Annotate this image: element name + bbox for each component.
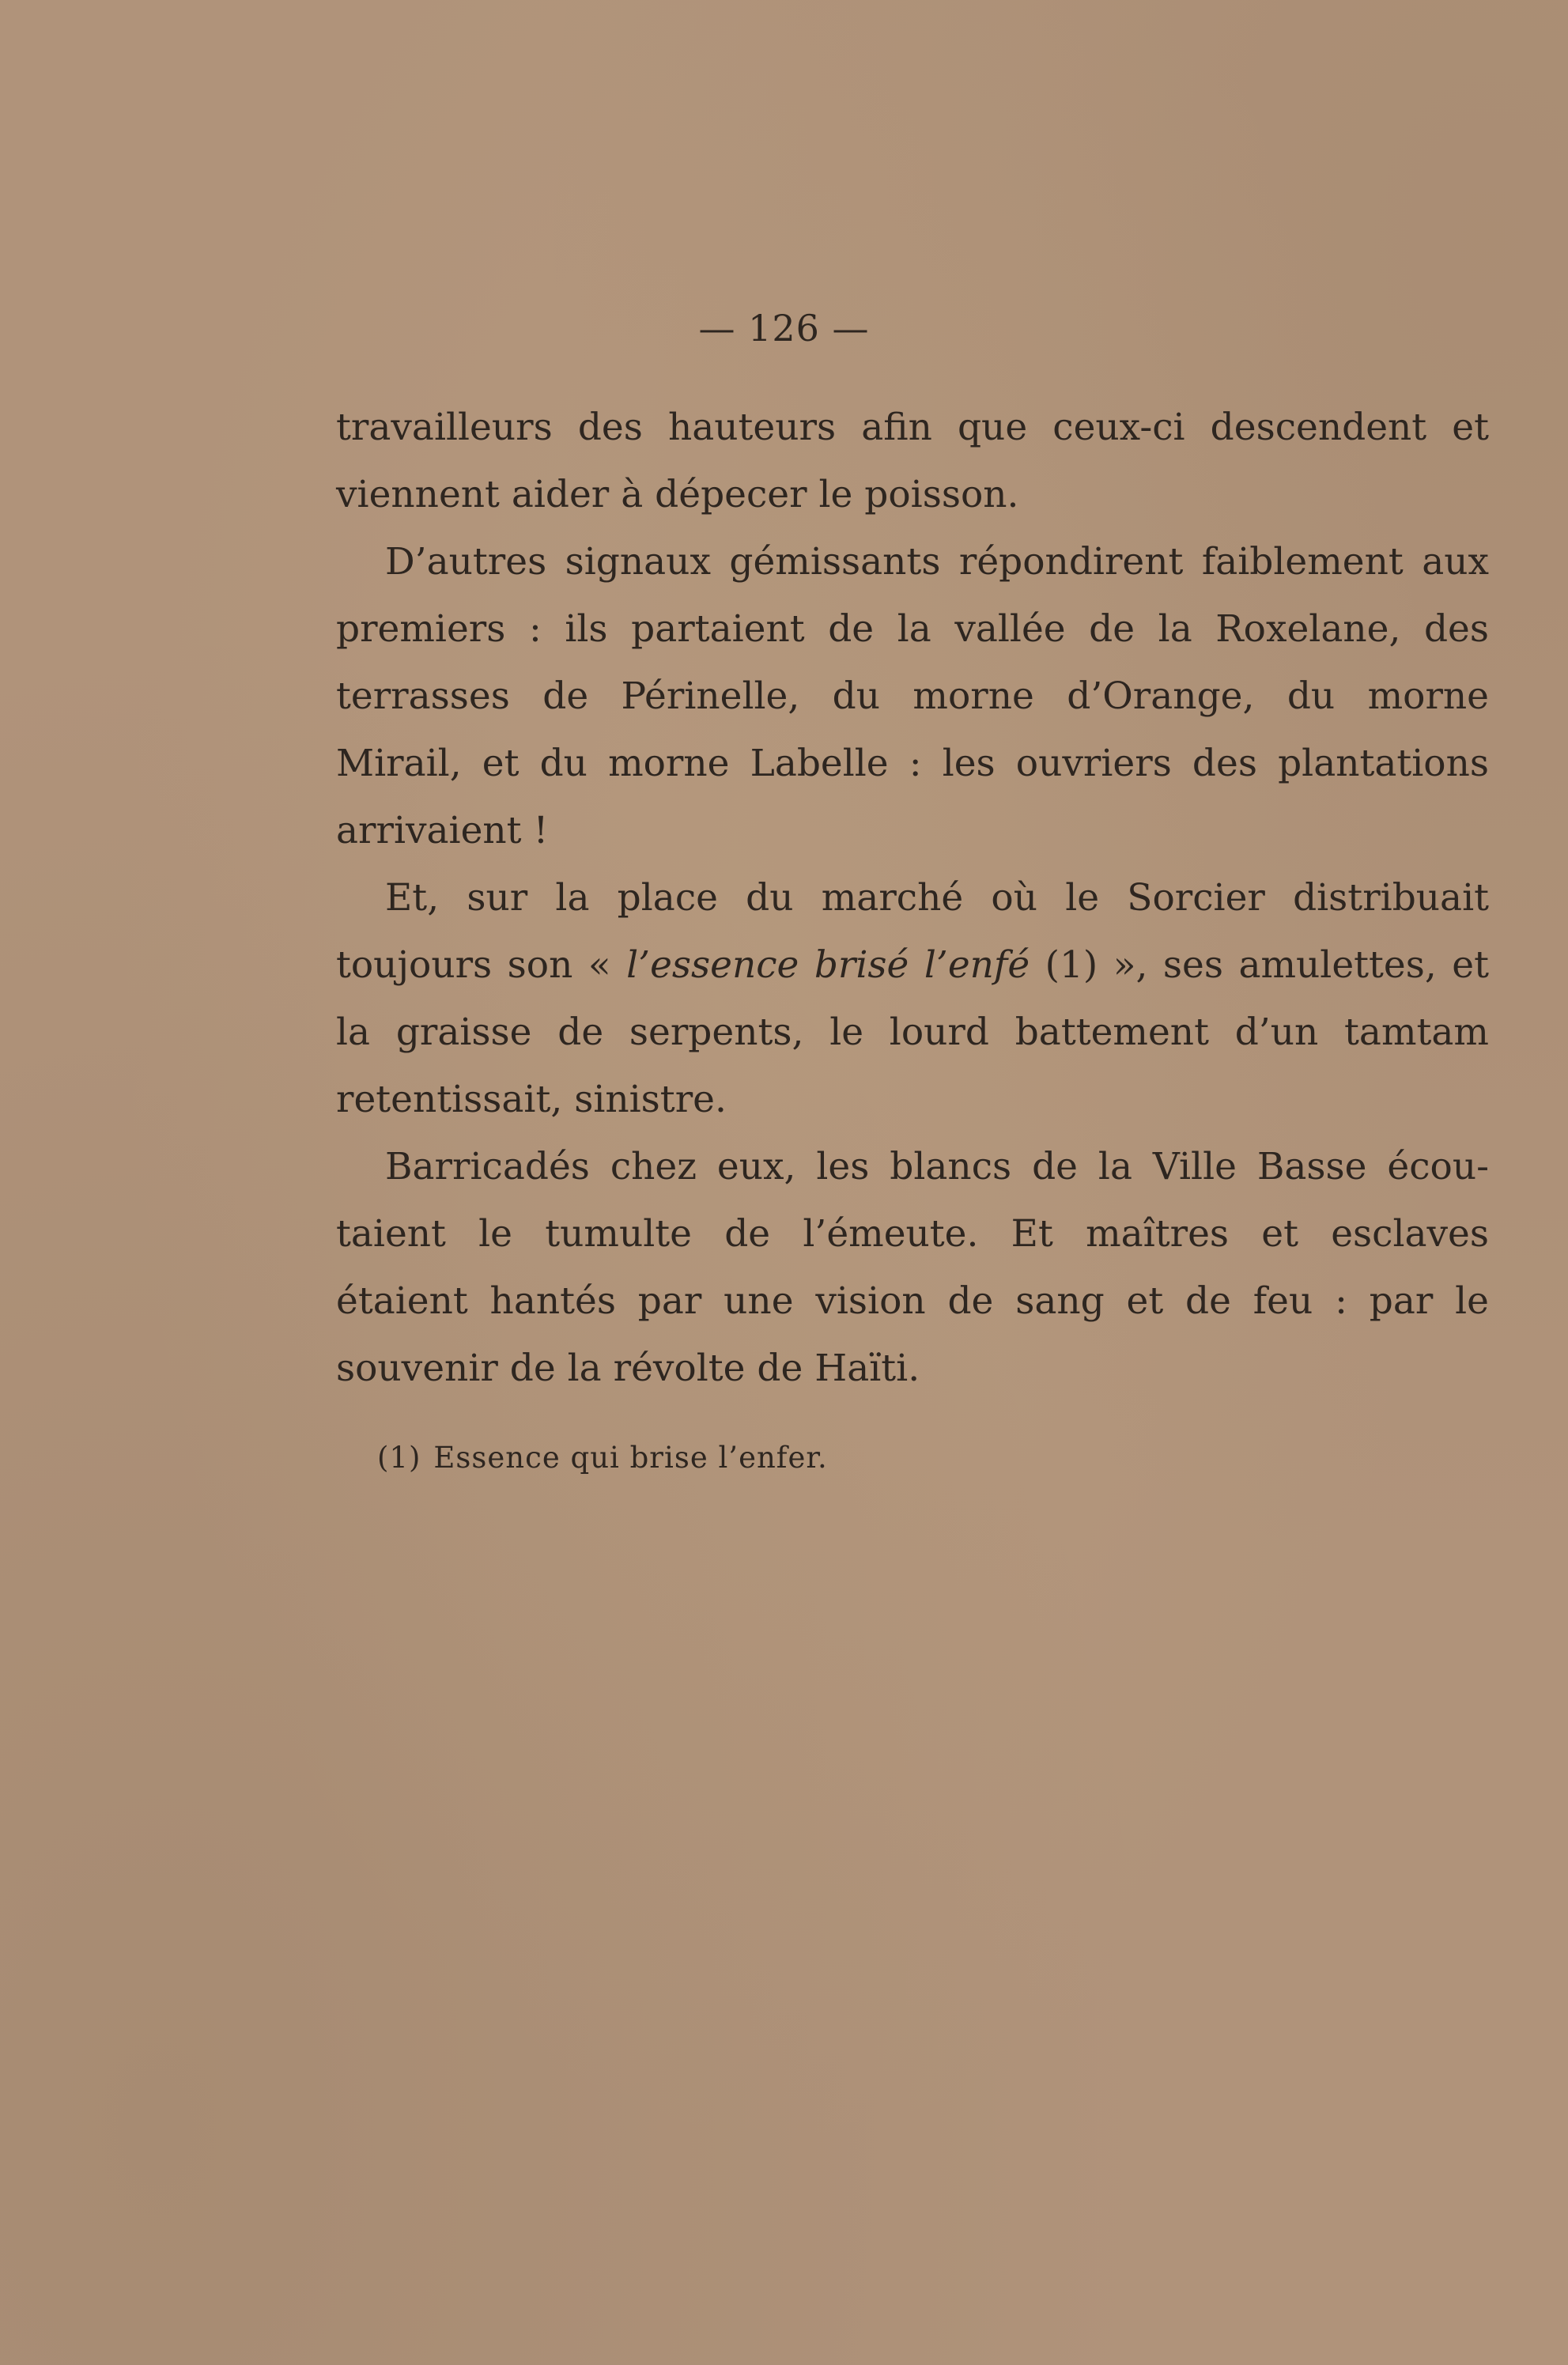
line-prefix: toujours son «	[336, 943, 627, 987]
text-line: arrivaient !	[336, 809, 549, 852]
text-line: étaient hantés par une vision de sang et de feu : par le	[336, 1279, 1489, 1323]
text-line: D’autres signaux gémissants répondirent faiblement aux	[385, 540, 1489, 584]
footnote-marker: (1)	[377, 1441, 421, 1475]
text-line: taient le tumulte de l’émeute. Et maîtres et esclaves	[336, 1212, 1489, 1256]
text-line: Mirail, et du morne Labelle : les ouvriers des plantations	[336, 742, 1489, 785]
text-line: la graisse de serpents, le lourd battement d’un tamtam	[336, 1011, 1489, 1054]
text-line: retentissait, sinistre.	[336, 1078, 727, 1121]
text-line: Barricadés chez eux, les blancs de la Ville Basse écou-	[385, 1145, 1489, 1188]
text-line: terrasses de Périnelle, du morne d’Orange, du morne	[336, 674, 1489, 718]
text-line: viennent aider à dépecer le poisson.	[336, 473, 1019, 516]
text-line: Et, sur la place du marché où le Sorcier distribuait	[385, 876, 1489, 920]
line-suffix: (1) », ses amulettes, et	[1030, 943, 1489, 987]
creole-phrase: l’essence brisé l’enfé	[626, 943, 1030, 987]
body-text	[336, 394, 1489, 1402]
footnote	[377, 1441, 828, 1475]
text-line: travailleurs des hauteurs afin que ceux-ci descendent et	[336, 406, 1489, 449]
page-number: — 126 —	[698, 307, 870, 349]
text-line-with-italic	[336, 931, 1489, 999]
text-line: souvenir de la révolte de Haïti.	[336, 1347, 920, 1390]
text-line: premiers : ils partaient de la vallée de la Roxelane, des	[336, 607, 1489, 651]
footnote-text: Essence qui brise l’enfer.	[433, 1441, 828, 1475]
